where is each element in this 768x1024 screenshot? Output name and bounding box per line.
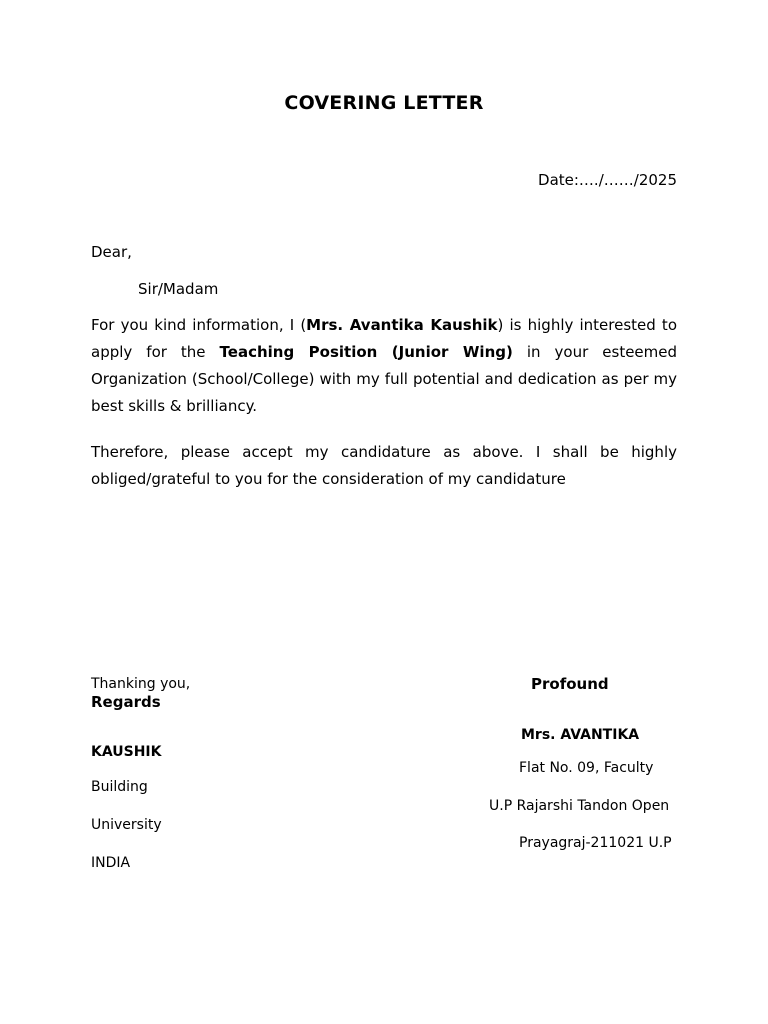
closing-profound: Profound: [531, 675, 609, 693]
address-line: Building: [91, 779, 148, 795]
salutation: Dear,: [91, 243, 132, 261]
position-title: Teaching Position (Junior Wing): [219, 343, 513, 361]
signer-name-first: Mrs. AVANTIKA: [521, 727, 640, 743]
address-line: Flat No. 09, Faculty: [519, 760, 654, 776]
address-line: Prayagraj-211021 U.P: [519, 835, 672, 851]
body-paragraph-1: [91, 312, 677, 420]
letter-date: Date:…./……/2025: [538, 171, 677, 189]
para1-text-2: ) is highly interested to apply for the: [91, 316, 677, 361]
signer-name-last: KAUSHIK: [91, 744, 162, 760]
applicant-name: Mrs. Avantika Kaushik: [306, 316, 498, 334]
address-line: INDIA: [91, 855, 131, 871]
body-paragraph-2: Therefore, please accept my candidature as above. I shall be highly obliged/grateful to you for the consideration of my candidature: [91, 443, 677, 488]
para1-text-3: in your esteemed Organization (School/College) with my full potential and dedication as per my best skills & brilliancy.: [91, 343, 678, 415]
salutation-recipient: Sir/Madam: [138, 280, 219, 298]
address-line: U.P Rajarshi Tandon Open: [489, 798, 670, 814]
letter-title: COVERING LETTER: [284, 92, 484, 114]
closing-thanking: Thanking you,: [91, 676, 191, 692]
para1-text-1: For you kind information, I (: [91, 316, 307, 334]
closing-regards: Regards: [91, 693, 161, 711]
address-line: University: [91, 817, 162, 833]
